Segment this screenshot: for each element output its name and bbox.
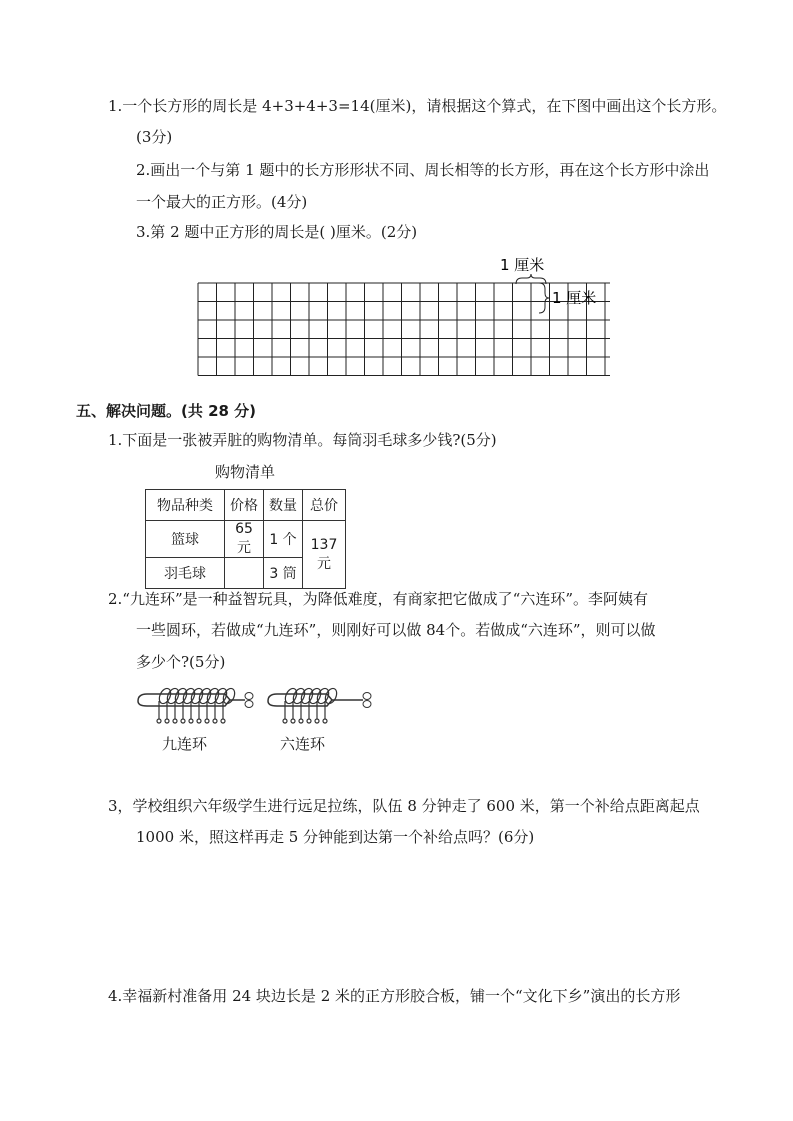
p5-q2-line3: 多少个?(5分) <box>136 653 226 671</box>
caption-six-rings: 六连环 <box>280 735 326 753</box>
header-cell: 价格 <box>225 490 264 521</box>
header-cell: 总价 <box>303 490 346 521</box>
header-cell: 物品种类 <box>146 490 225 521</box>
square-grid <box>190 250 610 390</box>
table-title: 购物清单 <box>215 463 276 481</box>
table-row <box>146 521 346 558</box>
p5-q3-line2: 1000 米，照这样再走 5 分钟能到达第一个补给点吗？(6分) <box>136 828 535 846</box>
shopping-table <box>145 489 346 589</box>
table-cell: 1 个 <box>264 521 303 558</box>
header-cell: 数量 <box>264 490 303 521</box>
table-header-row <box>146 490 346 521</box>
q3-line1: 3.第 2 题中正方形的周长是( )厘米。(2分) <box>136 223 418 241</box>
table-cell: 3 筒 <box>264 558 303 589</box>
caption-nine-rings: 九连环 <box>162 735 208 753</box>
q1-line2: (3分) <box>136 128 173 146</box>
six-rings-illustration <box>265 683 380 729</box>
p5-q2-line1: 2.“九连环”是一种益智玩具，为降低难度，有商家把它做成了“六连环”。李阿姨有 <box>108 590 648 608</box>
p5-q1-text: 1.下面是一张被弄脏的购物清单。每筒羽毛球多少钱?(5分) <box>108 431 497 449</box>
p5-q3-line1: 3，学校组织六年级学生进行远足拉练，队伍 8 分钟走了 600 米，第一个补给点距离起点 <box>108 797 700 815</box>
p5-q2-line2: 一些圆环，若做成“九连环”，则刚好可以做 84个。若做成“六连环”，则可以做 <box>136 621 656 639</box>
p5-q4-line1: 4.幸福新村准备用 24 块边长是 2 米的正方形胶合板，铺一个“文化下乡”演出的长方形 <box>108 987 681 1005</box>
nine-rings-illustration <box>135 683 260 729</box>
grid-label-right: 1 厘米 <box>552 289 597 307</box>
table-cell: 篮球 <box>146 521 225 558</box>
q2-line1: 2.画出一个与第 1 题中的长方形形状不同、周长相等的长方形，再在这个长方形中涂出 <box>136 161 710 179</box>
table-cell <box>225 558 264 589</box>
q2-line2: 一个最大的正方形。(4分) <box>136 193 308 211</box>
table-cell: 羽毛球 <box>146 558 225 589</box>
q1-line1: 1.一个长方形的周长是 4+3+4+3=14(厘米)，请根据这个算式，在下图中画出这个长方形。 <box>108 97 727 115</box>
table-cell: 65 元 <box>225 521 264 558</box>
brace-right <box>539 283 549 313</box>
section-title: 五、解决问题。(共 28 分) <box>76 402 257 420</box>
total-cell: 137 元 <box>303 521 346 589</box>
grid-label-top: 1 厘米 <box>500 256 545 274</box>
